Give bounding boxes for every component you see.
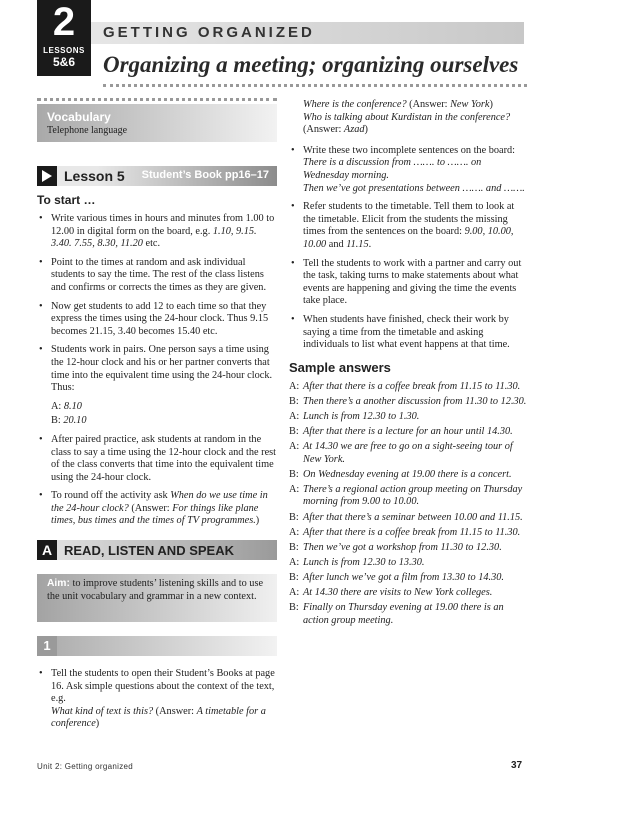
lesson-reference: Student’s Book pp16–17	[141, 169, 269, 181]
page-number: 37	[511, 760, 523, 771]
list-item: • Refer students to the timetable. Tell them to look at the timetable. Elicit from the students the missing times from the sentences on the board: 9.00, 10.00, 10.00 and 11.15.	[289, 201, 527, 251]
sample-answers-title: Sample answers	[289, 359, 391, 375]
answer-text: Then we’ve got a workshop from 11.30 to 12.30.	[303, 541, 502, 553]
list-item: • Students work in pairs. One person says a time using the 12-hour clock and his or her partner converts that time into the equivalent time using the 24-hour clock. Thus: A: 8.10 B: 20.10	[37, 344, 277, 428]
right-column	[289, 99, 527, 630]
answer-text: Finally on Thursday evening at 19.00 there is an action group meeting.	[303, 602, 504, 626]
answer-row	[289, 381, 527, 394]
answer-speaker: A:	[289, 587, 300, 598]
answer-row	[289, 441, 527, 466]
answer-text: At 14.30 we are free to go on a sight-seeing tour of New York.	[303, 441, 513, 465]
answer-text: At 14.30 there are visits to New York colleges.	[303, 587, 493, 598]
exercise-1-number: 1	[37, 636, 57, 656]
list-item: • When students have finished, check their work by saying a time from the timetable and asking individuals to list what event happens at that time.	[289, 314, 527, 352]
answer-speaker: B:	[289, 541, 299, 553]
section-a-header	[37, 540, 277, 560]
answer-row	[289, 484, 527, 509]
answer-speaker: A:	[289, 441, 300, 453]
footer-unit-label: Unit 2: Getting organized	[37, 762, 133, 771]
lessons-numbers: 5&6	[52, 55, 75, 69]
aim-text: to improve students’ listening skills and to use the unit vocabulary and grammar in a new context.	[47, 578, 264, 602]
list-item: • Write these two incomplete sentences on the board: There is a discussion from ……. to ……. on Wednesday morning. Then we’ve got presentations between ……. and …….	[289, 145, 527, 195]
example-a: A: 8.10	[51, 400, 82, 412]
list-item: • Now get students to add 12 to each time so that they express the times using the 24-hour clock. Thus 9.15 becomes 21.15, 3.40 becomes 15.40 etc.	[37, 301, 277, 339]
list-item: • Tell the students to work with a partner and carry out the task, taking turns to make statements about what events are happening and giving the time the events take place.	[289, 258, 527, 308]
exercise-1-list	[37, 668, 277, 731]
answer-row	[289, 469, 527, 482]
answer-speaker: B:	[289, 425, 299, 437]
answer-speaker: B:	[289, 395, 299, 407]
answer-speaker: B:	[289, 511, 299, 523]
answer-text: After lunch we’ve got a film from 13.30 to 14.30.	[303, 571, 504, 583]
answer-speaker: A:	[289, 410, 300, 422]
answer-text: After that there is a lecture for an hour until 14.30.	[303, 425, 513, 437]
sample-answers-list	[289, 381, 527, 628]
answer-text: Lunch is from 12.30 to 1.30.	[303, 410, 420, 422]
answer-text: Lunch is from 12.30 to 13.30.	[303, 556, 425, 568]
header-divider-dots	[103, 84, 527, 87]
page-title: Organizing a meeting; organizing ourselves	[103, 52, 519, 77]
answer-text: Then there’s a another discussion from 11.30 to 12.30.	[303, 395, 527, 407]
list-item: • Tell the students to open their Student’s Books at page 16. Ask simple questions about the context of the text, e.g. What kind of text is this? (Answer: A timetable for a conference)	[37, 668, 277, 731]
to-start-list	[37, 213, 277, 528]
exercise-1-header	[37, 636, 277, 656]
vocabulary-title: Vocabulary	[47, 110, 111, 124]
unit-number: 2	[52, 0, 76, 44]
answer-row	[289, 557, 527, 570]
answer-speaker: A:	[289, 380, 300, 392]
section-a-title: READ, LISTEN AND SPEAK	[64, 543, 234, 559]
to-start-heading: To start …	[37, 193, 96, 207]
aim-label: Aim:	[47, 578, 70, 590]
answer-text: There’s a regional action group meeting on Thursday morning from 9.00 to 10.00.	[303, 483, 523, 508]
section-a-letter: A	[37, 540, 57, 560]
vocabulary-subtitle: Telephone language	[47, 125, 128, 136]
unit-title: GETTING ORGANIZED	[103, 24, 315, 41]
left-column	[37, 102, 277, 737]
answer-row	[289, 426, 527, 439]
answer-speaker: B:	[289, 602, 299, 614]
answer-text: After that there is a coffee break from 11.15 to 11.30.	[303, 380, 521, 392]
vocab-divider-dots	[37, 98, 277, 101]
right-list	[289, 145, 527, 352]
aim-box	[37, 574, 277, 622]
answer-text: After that there is a coffee break from 11.15 to 11.30.	[303, 526, 521, 538]
example-b: B: 20.10	[51, 415, 87, 427]
lesson-title: Lesson 5	[64, 168, 125, 184]
continued-questions: Where is the conference? (Answer: New York) Who is talking about Kurdistan in the conference? (Answer: Azad)	[303, 99, 511, 136]
answer-row	[289, 512, 527, 525]
answer-speaker: A:	[289, 556, 300, 568]
answer-speaker: B:	[289, 468, 299, 480]
answer-speaker: B:	[289, 571, 299, 583]
answer-row	[289, 396, 527, 409]
list-item: • Write various times in hours and minutes from 1.00 to 12.00 in digital form on the board, e.g. 1.10, 9.15. 3.40. 7.55, 8.30, 11.20 etc.	[37, 213, 277, 251]
answer-text: On Wednesday evening at 19.00 there is a concert.	[303, 468, 512, 480]
unit-badge	[37, 0, 91, 76]
answer-row	[289, 602, 527, 627]
answer-text: After that there’s a seminar between 10.00 and 11.15.	[303, 511, 523, 523]
vocabulary-box	[37, 104, 277, 142]
lesson-header	[37, 166, 277, 186]
answer-row	[289, 542, 527, 555]
lessons-label: LESSONS	[43, 46, 85, 55]
answer-row	[289, 411, 527, 424]
answer-row	[289, 572, 527, 585]
answer-row	[289, 587, 527, 600]
answer-row	[289, 527, 527, 540]
answer-speaker: A:	[289, 526, 300, 538]
answer-speaker: A:	[289, 483, 300, 495]
list-item: • Point to the times at random and ask individual students to say the time. The rest of the class listens and confirms or corrects the times as they are given.	[37, 257, 277, 295]
list-item: • After paired practice, ask students at random in the class to say a time using the 12-hour clock and the rest of the class converts that time into the equivalent time using the 24-hour clock.	[37, 434, 277, 484]
play-icon	[37, 166, 57, 186]
list-item: • To round off the activity ask When do we use time in the 24-hour clock? (Answer: For things like plane times, bus times and the times of TV programmes.)	[37, 490, 277, 528]
